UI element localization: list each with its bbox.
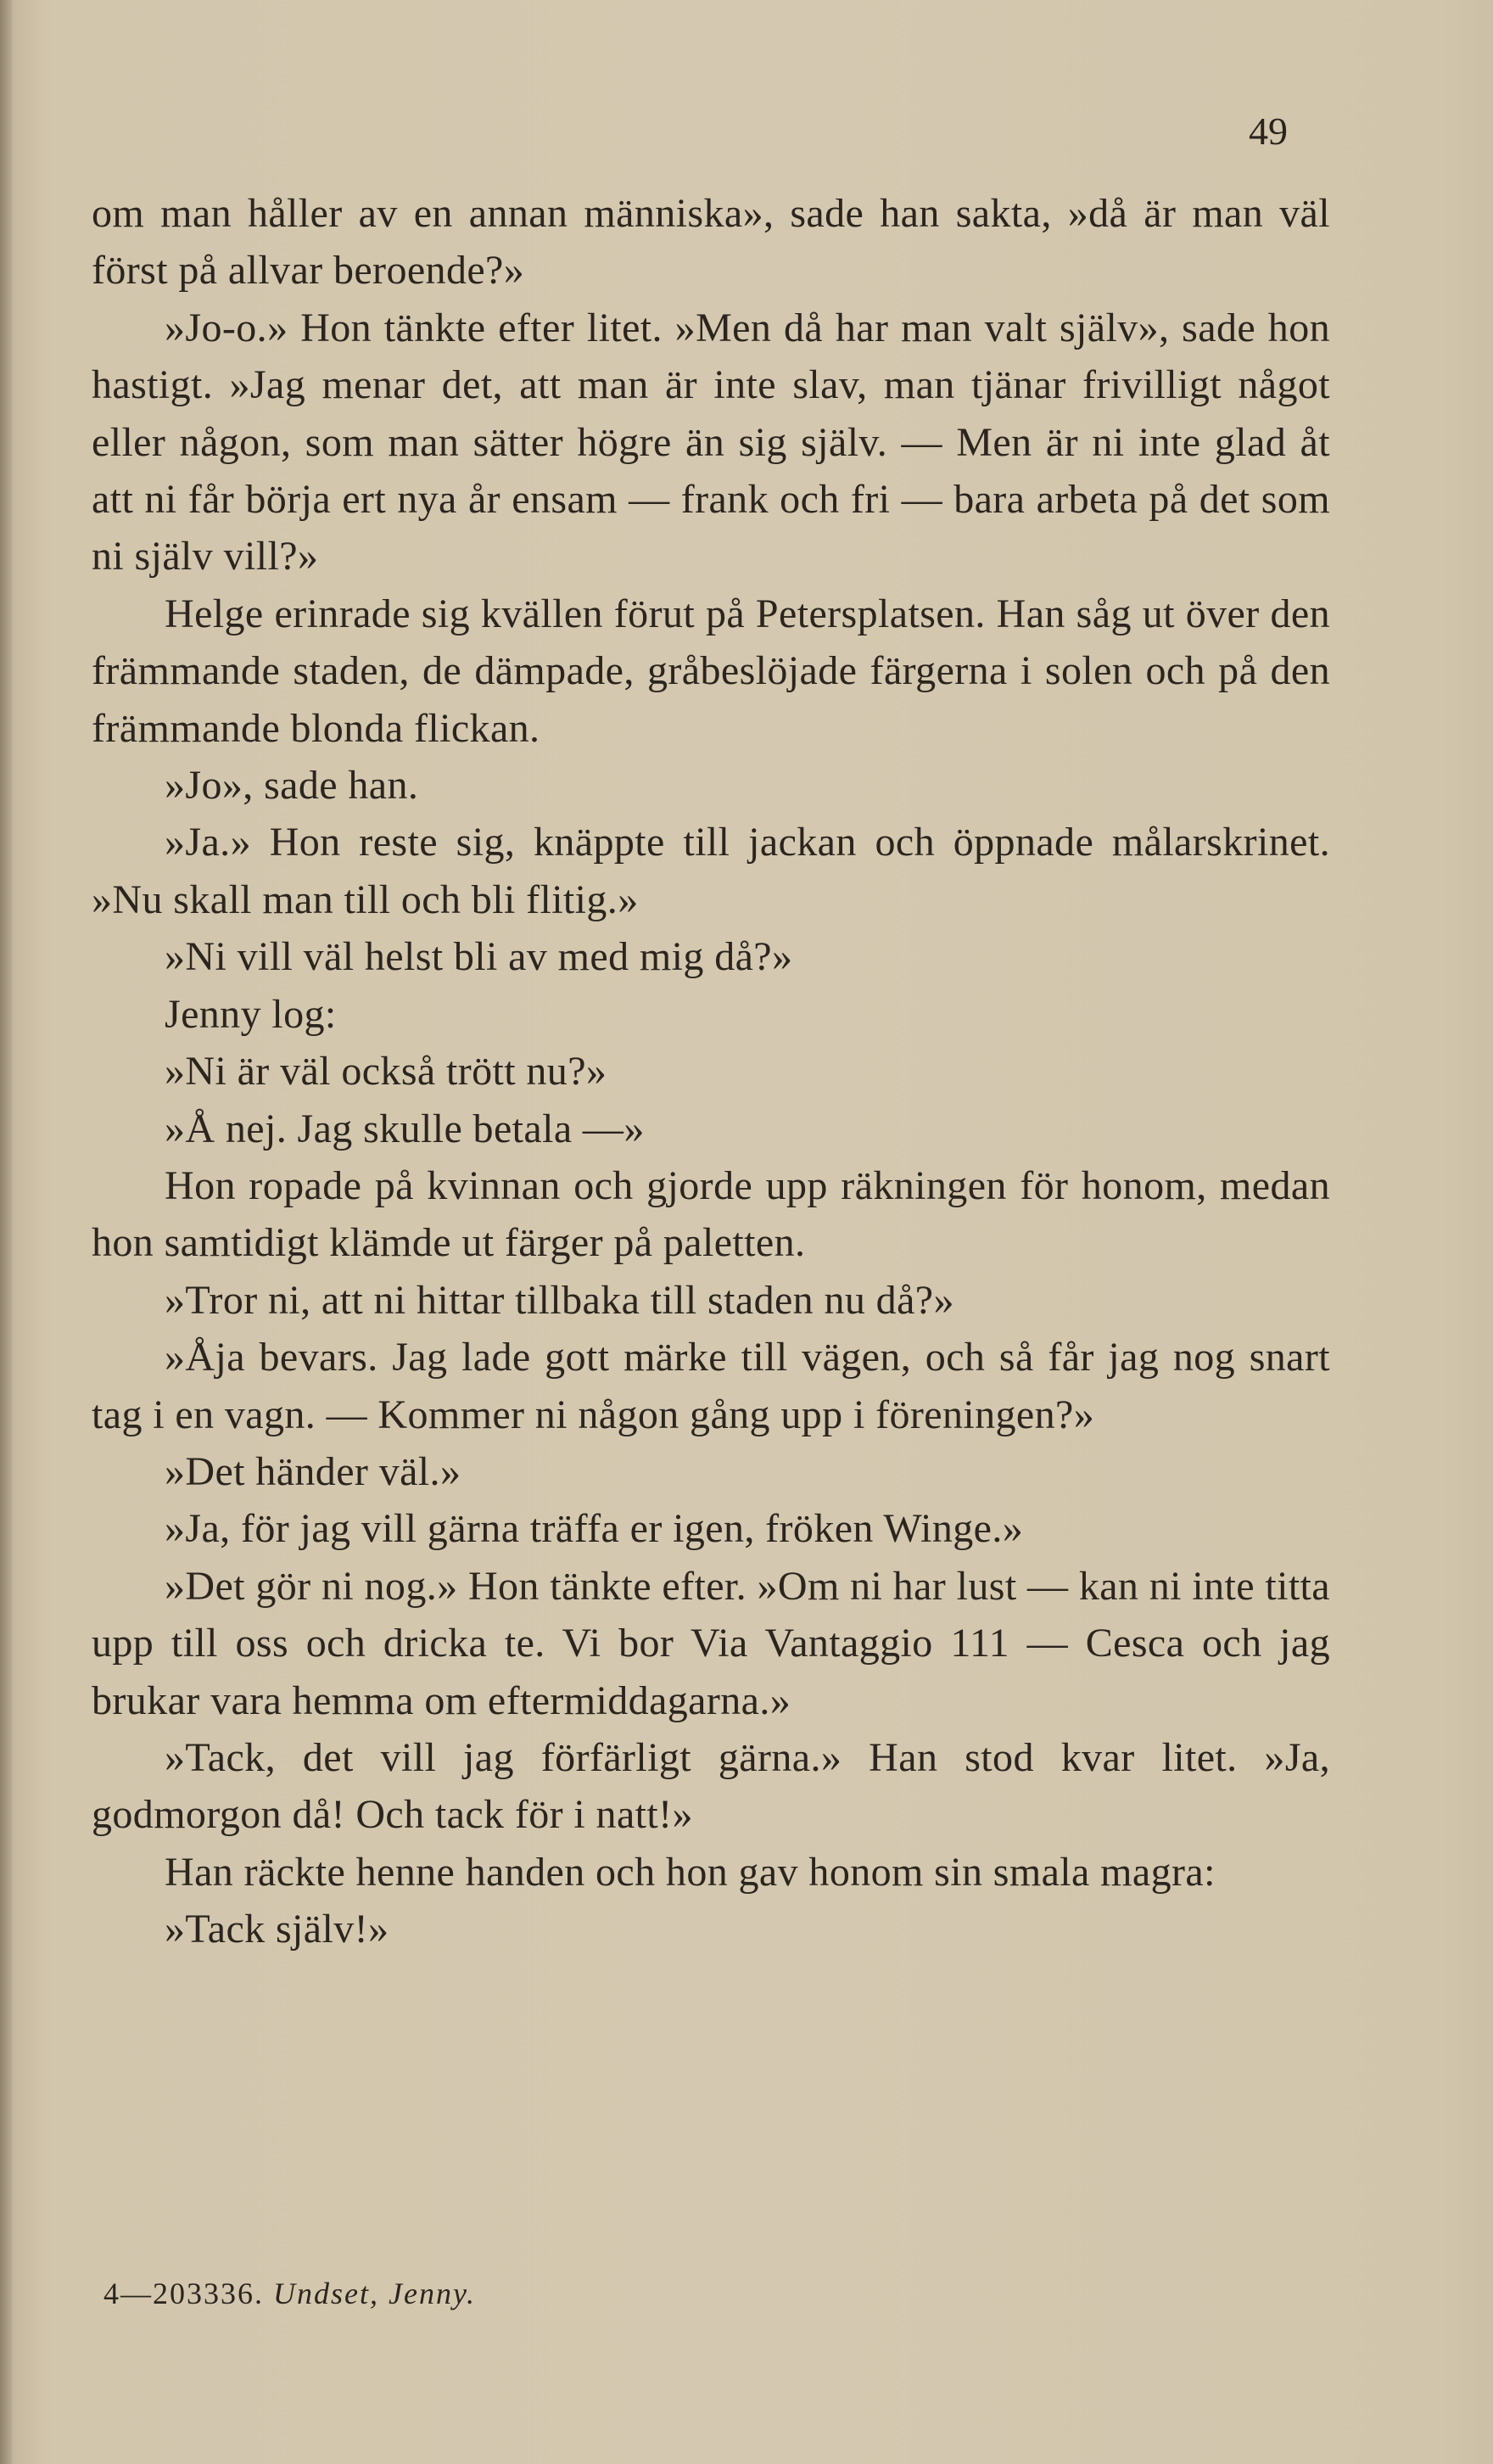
signature-mark: 4—203336. bbox=[103, 2276, 264, 2310]
paragraph-12: »Åja bevars. Jag lade gott märke till vägen, och så får jag nog snart tag i en vagn. — Kommer ni någon gång upp i föreningen?» bbox=[92, 1335, 1330, 1437]
paragraph-14: »Ja, för jag vill gärna träffa er igen, fröken Winge.» bbox=[165, 1506, 1024, 1552]
paragraph-3: Helge erinrade sig kvällen förut på Petersplatsen. Han såg ut över den främmande staden, de dämpade, gråbeslöjade färgerna i solen och på den främmande blonda flickan. bbox=[92, 591, 1330, 751]
printer-signature bbox=[103, 2276, 476, 2311]
paragraph-7: Jenny log: bbox=[165, 991, 337, 1037]
paragraph-4: »Jo», sade han. bbox=[165, 763, 419, 809]
paragraph-13: »Det händer väl.» bbox=[165, 1448, 461, 1494]
paragraph-9: »Å nej. Jag skulle betala —» bbox=[165, 1106, 645, 1151]
page-number: 49 bbox=[1249, 109, 1288, 153]
paragraph-16: »Tack, det vill jag förfärligt gärna.» Han stod kvar litet. »Ja, godmorgon då! Och tack för i natt!» bbox=[92, 1734, 1330, 1838]
paragraph-10: Hon ropade på kvinnan och gjorde upp räkningen för honom, medan hon samtidigt klämde ut färger på paletten. bbox=[92, 1162, 1330, 1266]
author-name: Undset, Jenny. bbox=[273, 2276, 476, 2310]
paragraph-17: Han räckte henne handen och hon gav honom sin smala magra: bbox=[165, 1849, 1216, 1895]
paragraph-1: om man håller av en annan människa», sade han sakta, »då är man väl först på allvar beroende?» bbox=[92, 191, 1330, 294]
paragraph-2: »Jo-o.» Hon tänkte efter litet. »Men då har man valt själv», sade hon hastigt. »Jag menar det, att man är inte slav, man tjänar frivilligt något eller någon, som man sätter högre än sig själv. — Men är ni inte glad åt att ni får börja ert nya år ensam — frank och fri — bara arbeta på det som ni själv vill?» bbox=[92, 305, 1330, 580]
body-text bbox=[92, 185, 1330, 1958]
page-edge-shadow bbox=[0, 0, 12, 2464]
paragraph-15: »Det gör ni nog.» Hon tänkte efter. »Om ni har lust — kan ni inte titta upp till oss och dricka te. Vi bor Via Vantaggio 111 — Cesca och jag brukar vara hemma om eftermiddagarna.» bbox=[92, 1563, 1330, 1723]
paragraph-5: »Ja.» Hon reste sig, knäppte till jackan och öppnade målarskrinet. »Nu skall man till och bli flitig.» bbox=[92, 820, 1330, 922]
paragraph-18: »Tack själv!» bbox=[165, 1907, 389, 1952]
paragraph-11: »Tror ni, att ni hittar tillbaka till staden nu då?» bbox=[165, 1277, 954, 1323]
paragraph-8: »Ni är väl också trött nu?» bbox=[165, 1049, 607, 1095]
paragraph-6: »Ni vill väl helst bli av med mig då?» bbox=[165, 934, 793, 980]
